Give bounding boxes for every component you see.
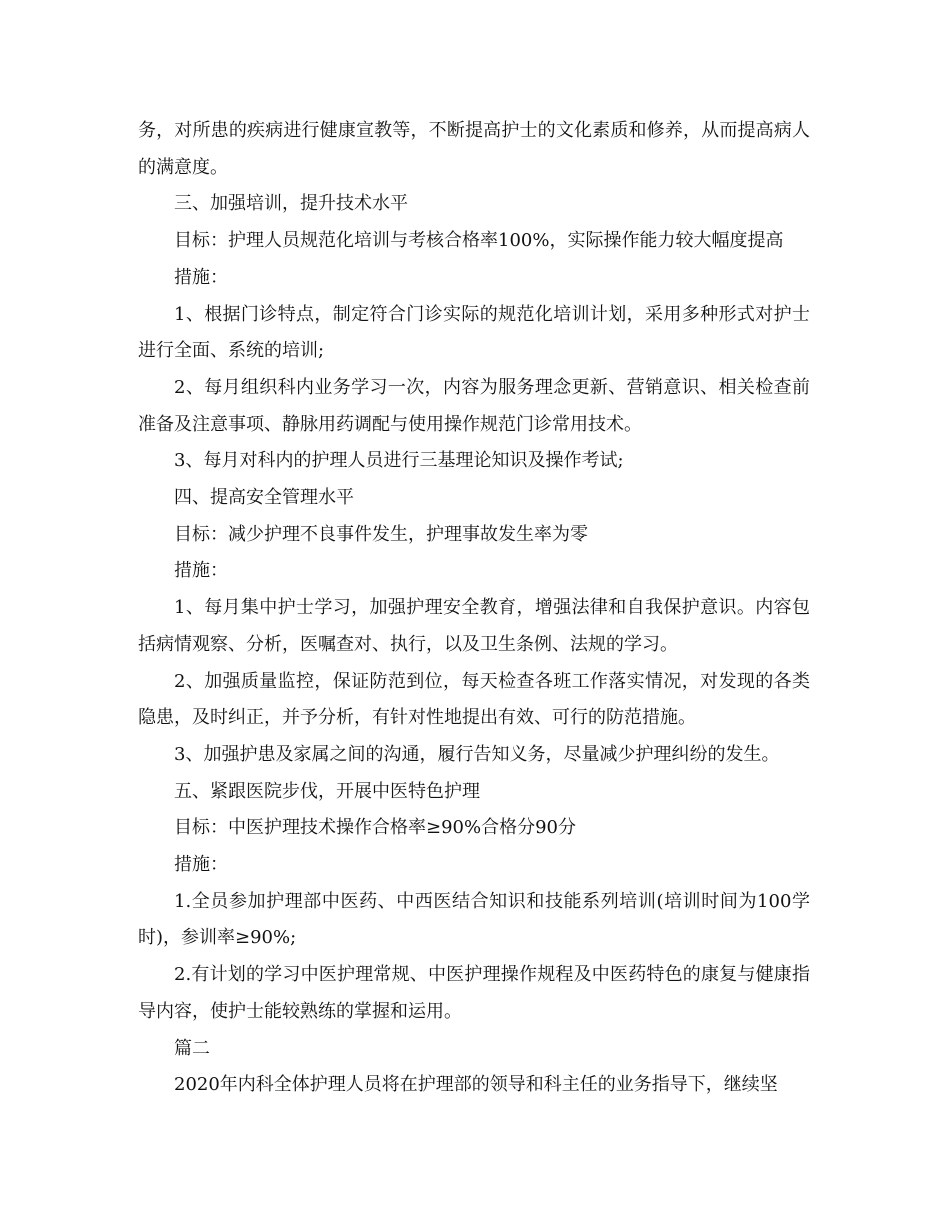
section-heading-tcm: 五、紧跟医院步伐，开展中医特色护理 (174, 780, 480, 802)
paragraph-goal: 目标：减少护理不良事件发生，护理事故发生率为零 (174, 523, 588, 545)
paragraph-goal: 目标：护理人员规范化培训与考核合格率100%，实际操作能力较大幅度提高 (174, 230, 784, 252)
paragraph-item: 2、每月组织科内业务学习一次，内容为服务理念更新、营销意识、相关检查前准备及注意事项、静脉用药调配与使用操作规范门诊常用技术。 (138, 376, 810, 435)
paragraph-item: 3、加强护患及家属之间的沟通，履行告知义务，尽量减少护理纠纷的发生。 (174, 743, 780, 765)
paragraph-item: 3、每月对科内的护理人员进行三基理论知识及操作考试; (174, 450, 624, 472)
paragraph-item: 2.有计划的学习中医护理常规、中医护理操作规程及中医药特色的康复与健康指导内容，使护士能较熟练的掌握和运用。 (138, 964, 810, 1022)
paragraph-goal: 目标：中医护理技术操作合格率≥90%合格分90分 (174, 817, 576, 839)
section-heading-training: 三、加强培训，提升技术水平 (174, 193, 408, 215)
paragraph-measures-label: 措施： (174, 266, 228, 288)
paragraph-measures-label: 措施： (174, 854, 228, 876)
paragraph-item: 2、加强质量监控，保证防范到位，每天检查各班工作落实情况，对发现的各类隐患，及时纠正，并予分析，有针对性地提出有效、可行的防范措施。 (138, 670, 810, 729)
section-heading-part-two: 篇二 (174, 1037, 210, 1059)
paragraph-measures-label: 措施： (174, 560, 228, 582)
document-body (138, 113, 810, 1104)
paragraph-item: 1、每月集中护士学习，加强护理安全教育，增强法律和自我保护意识。内容包括病情观察、分析，医嘱查对、执行，以及卫生条例、法规的学习。 (138, 597, 810, 655)
paragraph-continuation: 务，对所患的疾病进行健康宣教等，不断提高护士的文化素质和修养，从而提高病人的满意度。 (138, 120, 810, 178)
section-heading-safety: 四、提高安全管理水平 (174, 487, 354, 509)
paragraph-item: 1.全员参加护理部中医药、中西医结合知识和技能系列培训(培训时间为100学时)，参训率≥90%; (138, 890, 810, 949)
paragraph-item: 1、根据门诊特点，制定符合门诊实际的规范化培训计划，采用多种形式对护士进行全面、系统的培训; (138, 303, 810, 362)
paragraph-intro: 2020年内科全体护理人员将在护理部的领导和科主任的业务指导下，继续坚 (174, 1074, 778, 1096)
